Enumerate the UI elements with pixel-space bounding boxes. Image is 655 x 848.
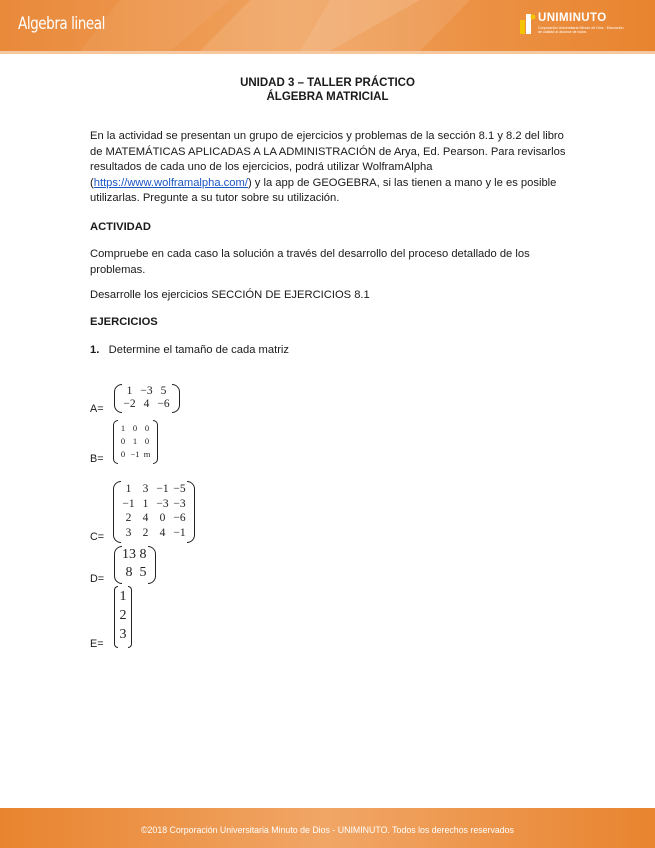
document-title: [0, 76, 655, 104]
matrix-e-cell: 2: [119, 608, 127, 623]
matrix-c-cell: 1: [142, 497, 149, 510]
title-line-2: ÁLGEBRA MATRICIAL: [266, 91, 389, 103]
matrix-a: [114, 384, 180, 411]
matrix-a-cell: −3: [140, 385, 153, 397]
intro-text-2: ) y la app de GEOGEBRA, si las tienen a mano y le es posible utilizarlas. Pregunte a su tutor sobre su utilización.: [90, 176, 557, 204]
footer-copyright: ©2018 Corporación Universitaria Minuto de Dios - UNIMINUTO. Todos los derechos reservados: [141, 825, 514, 835]
matrix-e-cell: 1: [119, 589, 127, 604]
matrix-c-cell: 0: [159, 512, 166, 525]
matrix-b-cell: 1: [132, 436, 138, 446]
matrix-b-cell: 0: [144, 423, 150, 433]
matrix-a-label: A=: [90, 403, 104, 415]
matrix-b-cell: 0: [132, 423, 138, 433]
matrix-b-label: B=: [90, 453, 104, 465]
matrix-c-cell: −1: [122, 497, 135, 510]
matrix-c-cell: −3: [156, 497, 169, 510]
matrix-e-cell: 3: [119, 627, 127, 642]
matrix-c-cell: 3: [142, 483, 149, 496]
matrix-c-cell: 4: [142, 512, 149, 525]
matrix-b-cell: m: [143, 449, 151, 459]
matrix-b: [113, 420, 158, 462]
course-title: Algebra lineal: [18, 14, 105, 34]
matrix-d-grid: [121, 546, 149, 582]
matrix-b-cell: 0: [120, 436, 126, 446]
matrix-d-cell: 13: [122, 547, 136, 563]
brand-tagline: Corporación Universitaria Minuto de Dios · Educación de calidad al alcance de todos: [538, 26, 624, 34]
matrix-d-cell: 8: [125, 564, 133, 580]
matrix-b-right-paren: [153, 420, 158, 464]
matrix-c-cell: −5: [173, 483, 186, 496]
intro-text-1: En la actividad se presentan un grupo de ejercicios y problemas de la sección 8.1 y 8.2 del libro de MATEMÁTICAS APLICADAS A LA ADMINISTRACIÓN de Arya, Ed. Pearson. Para revisarlos resultados de cada uno de los ejercicios, podrá utilizar WolframAlpha (: [90, 130, 566, 189]
matrix-a-cell: −2: [123, 398, 136, 410]
uniminuto-logo: [518, 11, 636, 41]
matrix-a-cell: −6: [157, 398, 170, 410]
matrix-e-label: E=: [90, 638, 104, 650]
matrix-b-cell: 0: [120, 449, 126, 459]
activity-heading: ACTIVIDAD: [90, 221, 151, 233]
matrix-d: [114, 546, 156, 582]
matrix-e-right-paren: [128, 586, 132, 648]
exercises-heading: EJERCICIOS: [90, 316, 158, 328]
intro-paragraph: [90, 129, 570, 207]
matrix-c: [113, 481, 195, 541]
matrix-d-label: D=: [90, 573, 105, 585]
page-footer: [0, 808, 655, 848]
matrix-a-right-paren: [172, 384, 180, 413]
matrix-b-cell: 0: [144, 436, 150, 446]
matrix-c-cell: 1: [125, 483, 132, 496]
matrix-c-cell: −3: [173, 497, 186, 510]
matrix-c-cell: 2: [142, 526, 149, 539]
matrix-a-cell: 5: [160, 385, 167, 397]
matrix-d-cell: 5: [139, 564, 147, 580]
uniminuto-logo-mark: [518, 11, 536, 39]
exercise-1: [90, 343, 570, 359]
develop-text: Desarrolle los ejercicios SECCIÓN DE EJERCICIOS 8.1: [90, 289, 370, 301]
matrix-c-cell: 2: [125, 512, 132, 525]
matrix-c-cell: −6: [173, 512, 186, 525]
matrix-c-cell: −1: [156, 483, 169, 496]
matrix-d-right-paren: [148, 546, 156, 584]
matrix-c-cell: 3: [125, 526, 132, 539]
activity-text: Compruebe en cada caso la solución a través del desarrollo del proceso detallado de los problemas.: [90, 248, 530, 276]
matrix-a-cell: 4: [143, 398, 150, 410]
header-rule: [0, 51, 655, 54]
matrix-b-cell: 1: [120, 423, 126, 433]
matrix-e: [114, 586, 132, 646]
matrix-c-cell: −1: [173, 526, 186, 539]
matrix-b-grid: [117, 420, 153, 462]
wolframalpha-link[interactable]: https://www.wolframalpha.com/: [93, 176, 248, 189]
matrix-a-cell: 1: [126, 385, 133, 397]
matrix-d-cell: 8: [139, 547, 147, 563]
matrix-c-label: C=: [90, 531, 105, 543]
brand-name: UNIMINUTO: [538, 12, 607, 24]
page-header: [0, 0, 655, 51]
title-line-1: UNIDAD 3 – TALLER PRÁCTICO: [240, 77, 415, 89]
matrix-a-grid: [121, 384, 172, 411]
matrix-c-grid: [120, 481, 188, 541]
matrix-b-cell: −1: [130, 449, 140, 459]
matrix-c-right-paren: [187, 481, 195, 543]
exercise-instruction: Determine el tamaño de cada matriz: [108, 344, 289, 356]
exercise-number: 1.: [90, 344, 100, 356]
matrix-c-cell: 4: [159, 526, 166, 539]
